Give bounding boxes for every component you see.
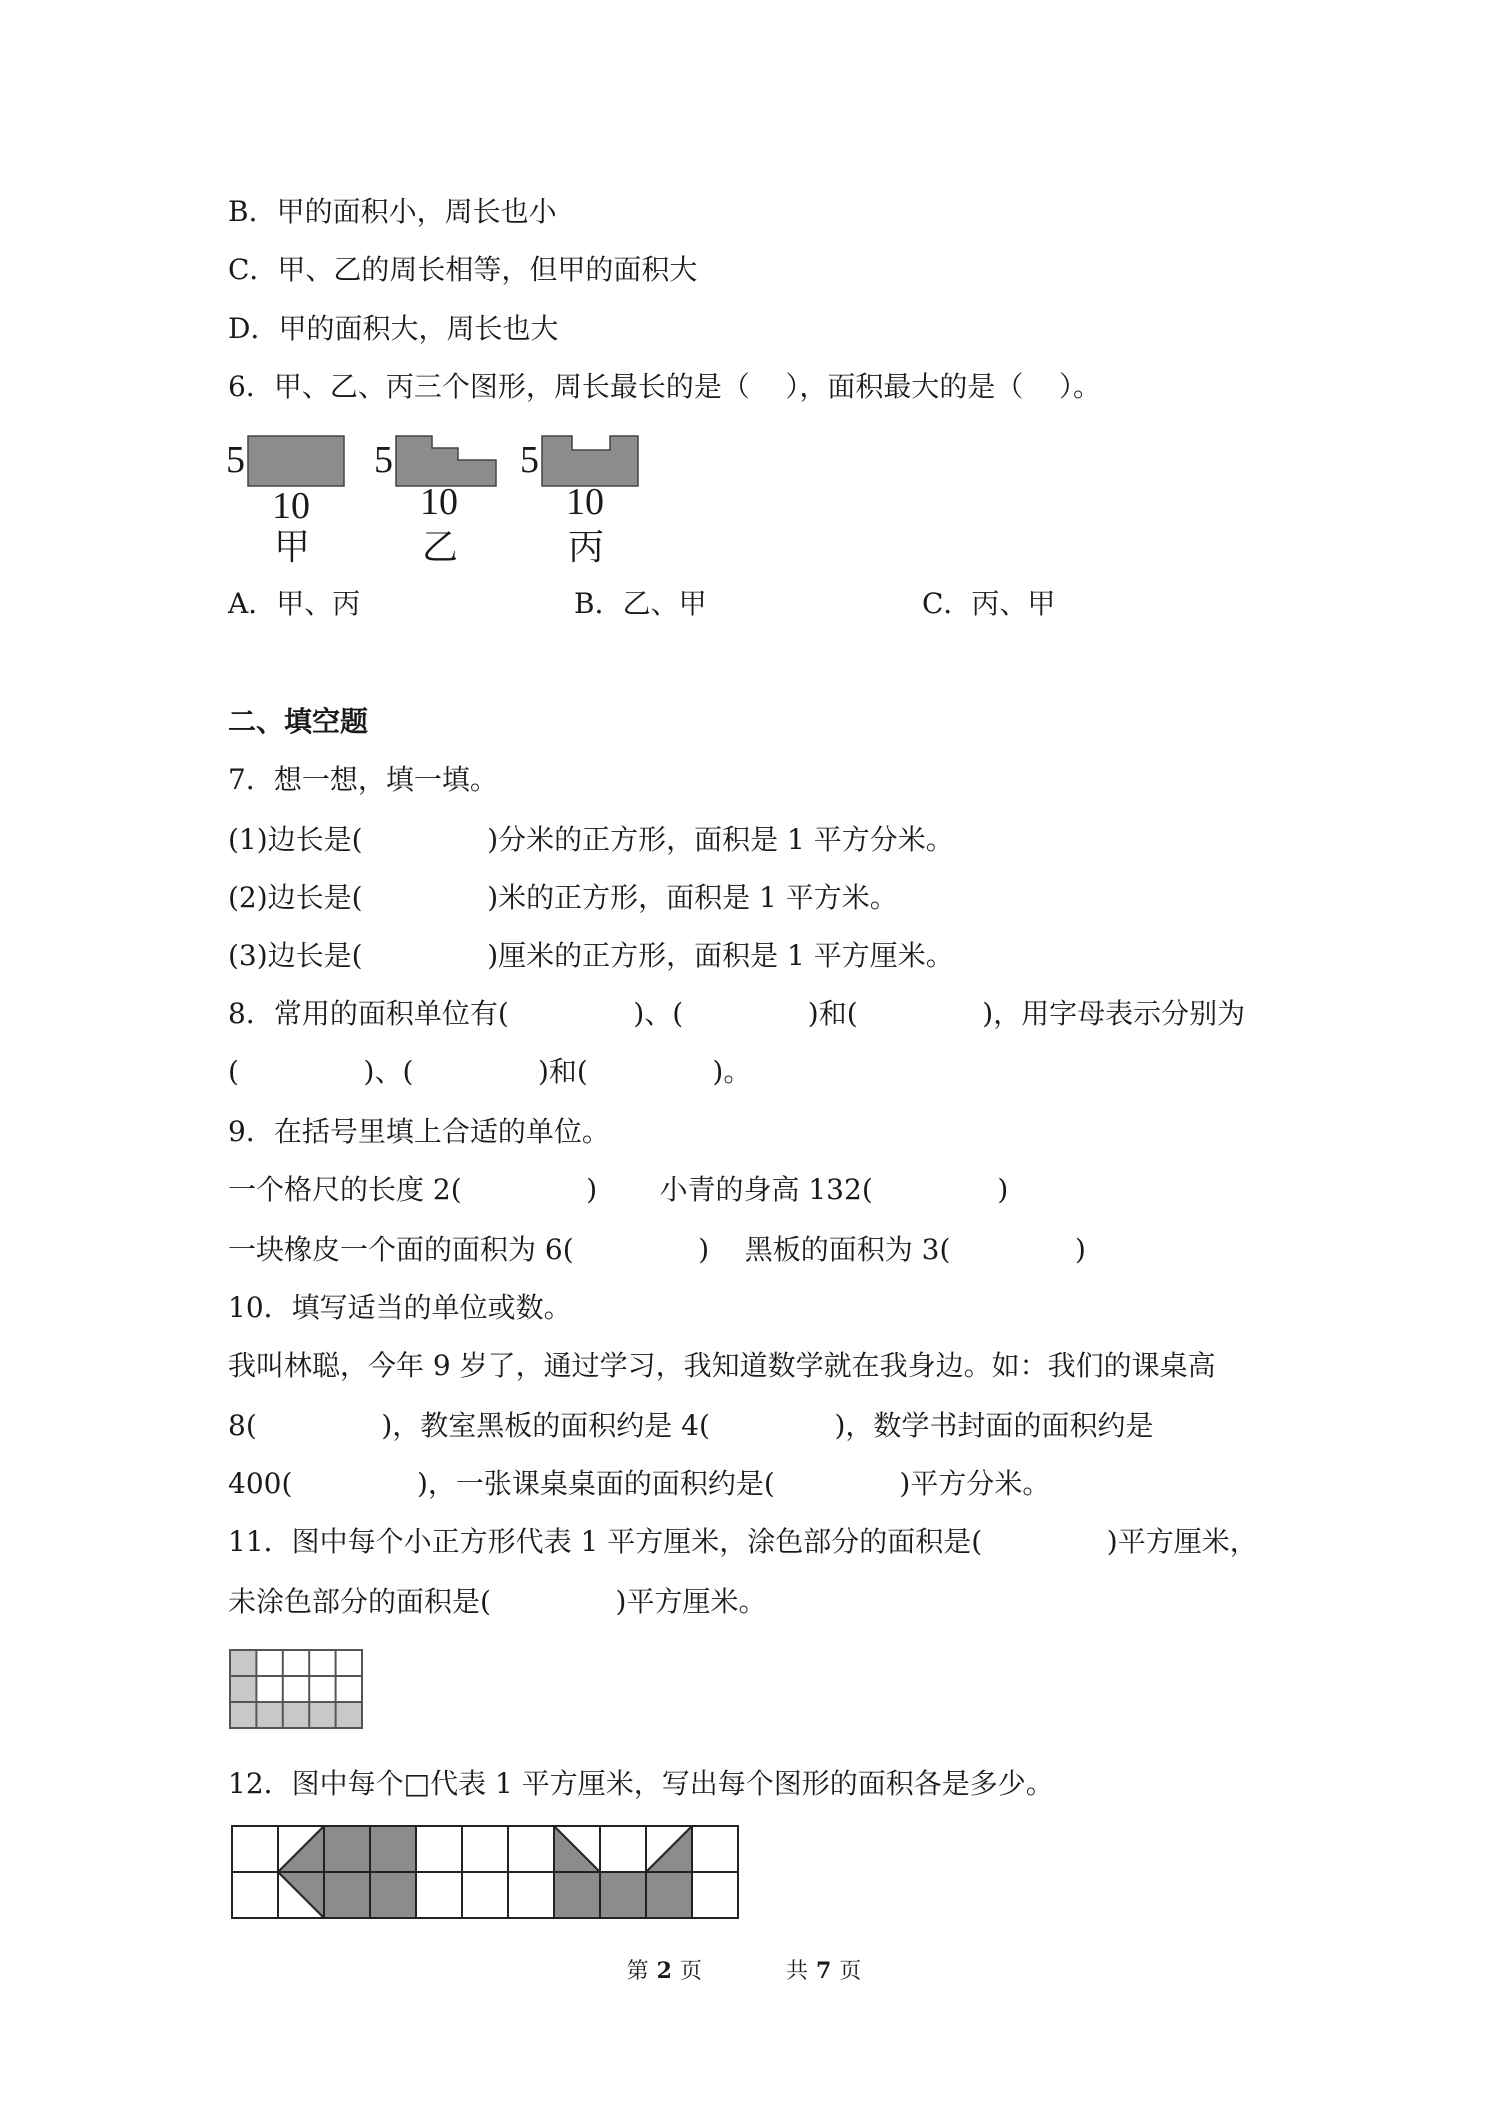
total-prefix: 共 xyxy=(786,1959,809,1984)
q7-stem: 7．想一想，填一填。 xyxy=(228,763,498,796)
shape-bing-bottom-label: 10 xyxy=(566,481,604,523)
shape-jia-side-label: 5 xyxy=(226,439,245,481)
q6-stem: 6．甲、乙、丙三个图形，周长最长的是（ ），面积最大的是（ ）。 xyxy=(228,370,1102,403)
q11-line-1: 11．图中每个小正方形代表 1 平方厘米，涂色部分的面积是( )平方厘米， xyxy=(228,1525,1258,1558)
section-heading: 二、填空题 xyxy=(228,705,369,738)
q6-option-a: A．甲、丙 xyxy=(228,587,361,620)
shape-jia-bottom-label: 10 xyxy=(272,485,310,527)
q10-line-2: 8( )，教室黑板的面积约是 4( )，数学书封面的面积约是 xyxy=(228,1409,1154,1442)
q10-line-1: 我叫林聪，今年 9 岁了，通过学习，我知道数学就在我身边。如：我们的课桌高 xyxy=(228,1349,1216,1382)
shape-yi-name: 乙 xyxy=(422,527,459,568)
shape-yi-side-label: 5 xyxy=(374,439,393,481)
q11-line-2: 未涂色部分的面积是( )平方厘米。 xyxy=(228,1585,767,1618)
page-suffix: 页 xyxy=(679,1959,702,1984)
shape-yi xyxy=(396,436,496,486)
shape-jia xyxy=(248,436,344,486)
q10-line-3: 400( )，一张课桌桌面的面积约是( )平方分米。 xyxy=(228,1467,1051,1500)
page-footer xyxy=(0,1954,1488,1985)
q5-option-b: B．甲的面积小，周长也小 xyxy=(228,195,557,228)
total-pages: 7 xyxy=(816,1958,832,1984)
q9-line-1: 一个格尺的长度 2( ) 小青的身高 132( ) xyxy=(228,1173,1009,1206)
q6-option-c: C．丙、甲 xyxy=(922,587,1056,620)
q7-line-2: (2)边长是( )米的正方形，面积是 1 平方米。 xyxy=(228,881,898,914)
q12-grid-figure xyxy=(232,1826,748,1918)
shape-yi-bottom-label: 10 xyxy=(420,481,458,523)
q5-option-c: C．甲、乙的周长相等，但甲的面积大 xyxy=(228,253,698,286)
shape-jia-name: 甲 xyxy=(274,527,311,568)
shape-bing-side-label: 5 xyxy=(520,439,539,481)
q8-line-1: 8．常用的面积单位有( )、( )和( )，用字母表示分别为 xyxy=(228,997,1246,1030)
q7-line-3: (3)边长是( )厘米的正方形，面积是 1 平方厘米。 xyxy=(228,939,954,972)
page-prefix: 第 xyxy=(626,1959,649,1984)
q9-line-2: 一块橡皮一个面的面积为 6( ) 黑板的面积为 3( ) xyxy=(228,1233,1086,1266)
shape-bing-name: 丙 xyxy=(568,527,605,568)
q10-stem: 10．填写适当的单位或数。 xyxy=(228,1291,572,1324)
q9-stem: 9．在括号里填上合适的单位。 xyxy=(228,1115,610,1148)
q6-option-b: B．乙、甲 xyxy=(574,587,707,620)
q7-line-1: (1)边长是( )分米的正方形，面积是 1 平方分米。 xyxy=(228,823,954,856)
q8-line-2: ( )、( )和( )。 xyxy=(228,1055,752,1088)
q11-grid-figure xyxy=(230,1650,362,1728)
total-suffix: 页 xyxy=(839,1959,862,1984)
page-number: 2 xyxy=(656,1958,672,1984)
q5-option-d: D．甲的面积大，周长也大 xyxy=(228,312,559,345)
q12-stem: 12．图中每个□代表 1 平方厘米，写出每个图形的面积各是多少。 xyxy=(228,1767,1054,1800)
shape-bing xyxy=(542,436,638,486)
